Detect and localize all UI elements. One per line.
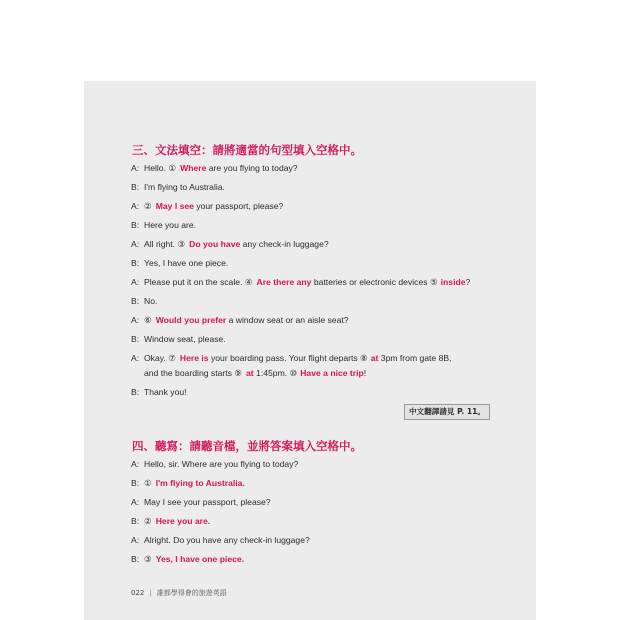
blank-number: ⑩ [289,368,298,378]
speaker-label: B: [131,220,140,230]
section-4-title: 四、聽寫：請聽音檔，並將答案填入空格中。 [132,439,362,453]
line-text: Okay. [144,353,169,363]
dialogue-line [131,220,196,230]
speaker-label: A: [131,277,140,287]
dialogue-line [131,334,226,344]
speaker-label: A: [131,239,140,249]
line-text: No. [144,296,158,306]
dialogue-line [131,353,452,363]
line-text: Window seat, please. [144,334,226,344]
speaker-label: B: [131,387,140,397]
speaker-label: A: [131,497,140,507]
answer-text: at [370,353,379,363]
answer-text: inside [440,277,466,287]
line-text: ? [465,277,471,287]
dialogue-line [131,201,283,211]
blank-number: ⑤ [429,277,438,287]
blank-number: ⑦ [168,353,176,363]
dialogue-line [131,459,298,469]
dialogue-line [131,277,470,287]
book-title: 誰都學得會的旅遊英語 [156,589,227,597]
speaker-label: B: [131,478,140,488]
speaker-label: A: [131,353,140,363]
speaker-label: B: [131,334,140,344]
answer-text: May I see [155,201,194,211]
line-text: your boarding pass. Your flight departs [208,353,361,363]
speaker-label: A: [131,163,140,173]
line-text: ! [363,368,367,378]
translation-note: 中文翻譯請見 P. 11。 [404,404,490,420]
line-text: May I see your passport, please? [144,497,271,507]
line-text: 1:45pm. [253,368,290,378]
blank-number: ② [144,201,152,211]
answer-text: Are there any [256,277,312,287]
dialogue-line [131,497,271,507]
page-footer [131,588,227,598]
blank-number: ④ [244,277,253,287]
answer-text: Where [180,163,207,173]
footer-separator: | [149,589,152,597]
section-3-title: 三、文法填空：請將適當的句型填入空格中。 [132,143,362,157]
answer-text: Have a nice trip [300,368,364,378]
dialogue-line [131,258,228,268]
line-text: Please put it on the scale. [144,277,245,287]
dialogue-line [131,296,157,306]
line-text: and the boarding starts [144,368,235,378]
line-text: are you flying to today? [206,163,298,173]
speaker-label: A: [131,315,140,325]
line-text: batteries or electronic devices [311,277,430,287]
blank-number: ① [168,163,177,173]
dialogue-line [131,182,225,192]
line-text: Here you are. [144,220,197,230]
line-text: I'm flying to Australia. [144,182,225,192]
blank-number: ③ [144,554,152,564]
blank-number: ⑧ [360,353,368,363]
answer-text: I'm flying to Australia. [155,478,245,488]
blank-number: ⑨ [234,368,243,378]
answer-text: Yes, I have one piece. [155,554,245,564]
dialogue-line [131,516,210,526]
blank-number: ① [144,478,152,488]
answer-text: Here is [179,353,209,363]
line-text: Thank you! [144,387,187,397]
speaker-label: B: [131,258,140,268]
line-text: Hello. [144,163,169,173]
speaker-label: A: [131,201,140,211]
dialogue-line [131,368,366,378]
dialogue-line [131,239,329,249]
speaker-label: B: [131,554,140,564]
dialogue-line [131,315,349,325]
dialogue-line [131,554,244,564]
speaker-label: A: [131,459,140,469]
dialogue-line [131,163,298,173]
answer-text: Here you are. [155,516,211,526]
line-text: your passport, please? [193,201,284,211]
speaker-label: A: [131,535,140,545]
line-text: a window seat or an aisle seat? [226,315,349,325]
answer-text: Would you prefer [155,315,227,325]
line-text: All right. [144,239,178,249]
blank-number: ② [144,516,152,526]
line-text: Hello, sir. Where are you flying to today? [144,459,299,469]
dialogue-line [131,478,245,488]
dialogue-line [131,535,310,545]
speaker-label: B: [131,182,140,192]
dialogue-line [131,387,187,397]
line-text: Yes, I have one piece. [144,258,229,268]
answer-text: at [246,368,254,378]
page-number: 022 [131,589,145,597]
blank-number: ⑥ [144,315,152,325]
speaker-label: B: [131,516,140,526]
line-text: any check-in luggage? [240,239,329,249]
line-text: Alright. Do you have any check-in luggage? [144,535,310,545]
line-text: 3pm from gate 8B, [378,353,452,363]
speaker-label: B: [131,296,140,306]
answer-text: Do you have [189,239,241,249]
blank-number: ③ [177,239,186,249]
